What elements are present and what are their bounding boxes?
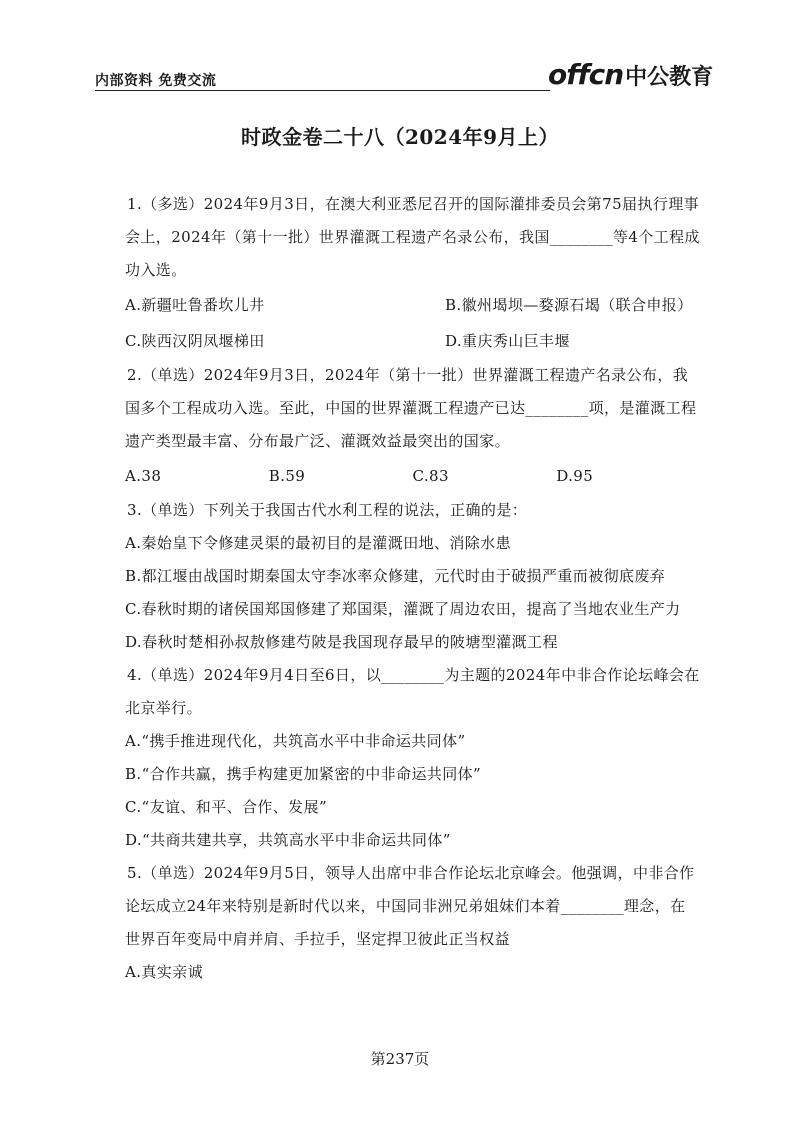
logo-cn-text: 中公教育: [625, 65, 714, 90]
question-5-stem: 5.（单选）2024年9月5日，领导人出席中非合作论坛北京峰会。他强调，中非合作论坛成立24年来特别是新时代以来，中国同非洲兄弟姐妹们本着________理念，在世界百年变局中肩并肩、手拉手，坚定捍卫彼此正当权益: [125, 864, 695, 948]
question-4-option-c: C.“友谊、和平、合作、发展”: [125, 798, 328, 816]
question-4-option-d: D.“共商共建共享，共筑高水平中非命运共同体”: [125, 831, 451, 849]
header-divider: [95, 90, 550, 91]
offcn-logo: [548, 60, 713, 93]
question-2-option-c: C.83: [412, 467, 449, 485]
question-1-options-row-1: [125, 287, 700, 323]
question-4-option-a: A.“携手推进现代化，共筑高水平中非命运共同体”: [125, 732, 466, 750]
question-3-option-c: C.春秋时期的诸侯国郑国修建了郑国渠，灌溉了周边农田，提高了当地农业生产力: [125, 600, 681, 618]
question-4-stem: 4.（单选）2024年9月4日至6日，以________为主题的2024年中非合作论坛峰会在北京举行。: [125, 666, 700, 717]
question-list: [125, 188, 700, 989]
question-2-option-b: B.59: [268, 467, 306, 485]
question-3-stem: 3.（单选）下列关于我国古代水利工程的说法，正确的是：: [127, 501, 528, 519]
question-1-option-c: C.陕西汉阴凤堰梯田: [125, 332, 265, 350]
question-3-option-a: A.秦始皇下令修建灵渠的最初目的是灌溉田地、消除水患: [125, 534, 512, 552]
question-5-option-a: A.真实亲诚: [125, 963, 204, 981]
page-title: 时政金卷二十八（2024年9月上）: [240, 125, 560, 149]
question-2-option-d: D.95: [556, 467, 594, 485]
logo-en-text: offcn: [548, 58, 624, 91]
question-1-option-a: A.新疆吐鲁番坎儿井: [125, 296, 265, 314]
question-2-stem: 2.（单选）2024年9月3日，2024年（第十一批）世界灌溉工程遗产名录公布，我国多个工程成功入选。至此，中国的世界灌溉工程遗产已达________项，是灌溉工程遗产类型最丰富、分布最广泛、灌溉效益最突出的国家。: [125, 366, 697, 450]
question-4-option-b: B.“合作共赢，携手构建更加紧密的中非命运共同体”: [125, 765, 482, 783]
question-1-option-b: B.徽州堨坝—婺源石堨（联合申报）: [445, 296, 693, 314]
question-3-option-d: D.春秋时楚相孙叔敖修建芍陂是我国现存最早的陂塘型灌溉工程: [125, 633, 558, 651]
question-1-options-row-2: [125, 323, 700, 359]
page-number: 第237页: [370, 1050, 430, 1068]
question-1-option-d: D.重庆秀山巨丰堰: [445, 332, 570, 350]
question-3-option-b: B.都江堰由战国时期秦国太守李冰率众修建，元代时由于破损严重而被彻底废弃: [125, 567, 666, 585]
question-2-options: [125, 458, 700, 494]
question-2-option-a: A.38: [125, 467, 162, 485]
header-label: 内部资料 免费交流: [95, 73, 217, 89]
question-1-stem: 1.（多选）2024年9月3日，在澳大利亚悉尼召开的国际灌排委员会第75届执行理事会上，2024年（第十一批）世界灌溉工程遗产名录公布，我国________等4个工程成功入选。: [125, 195, 700, 279]
